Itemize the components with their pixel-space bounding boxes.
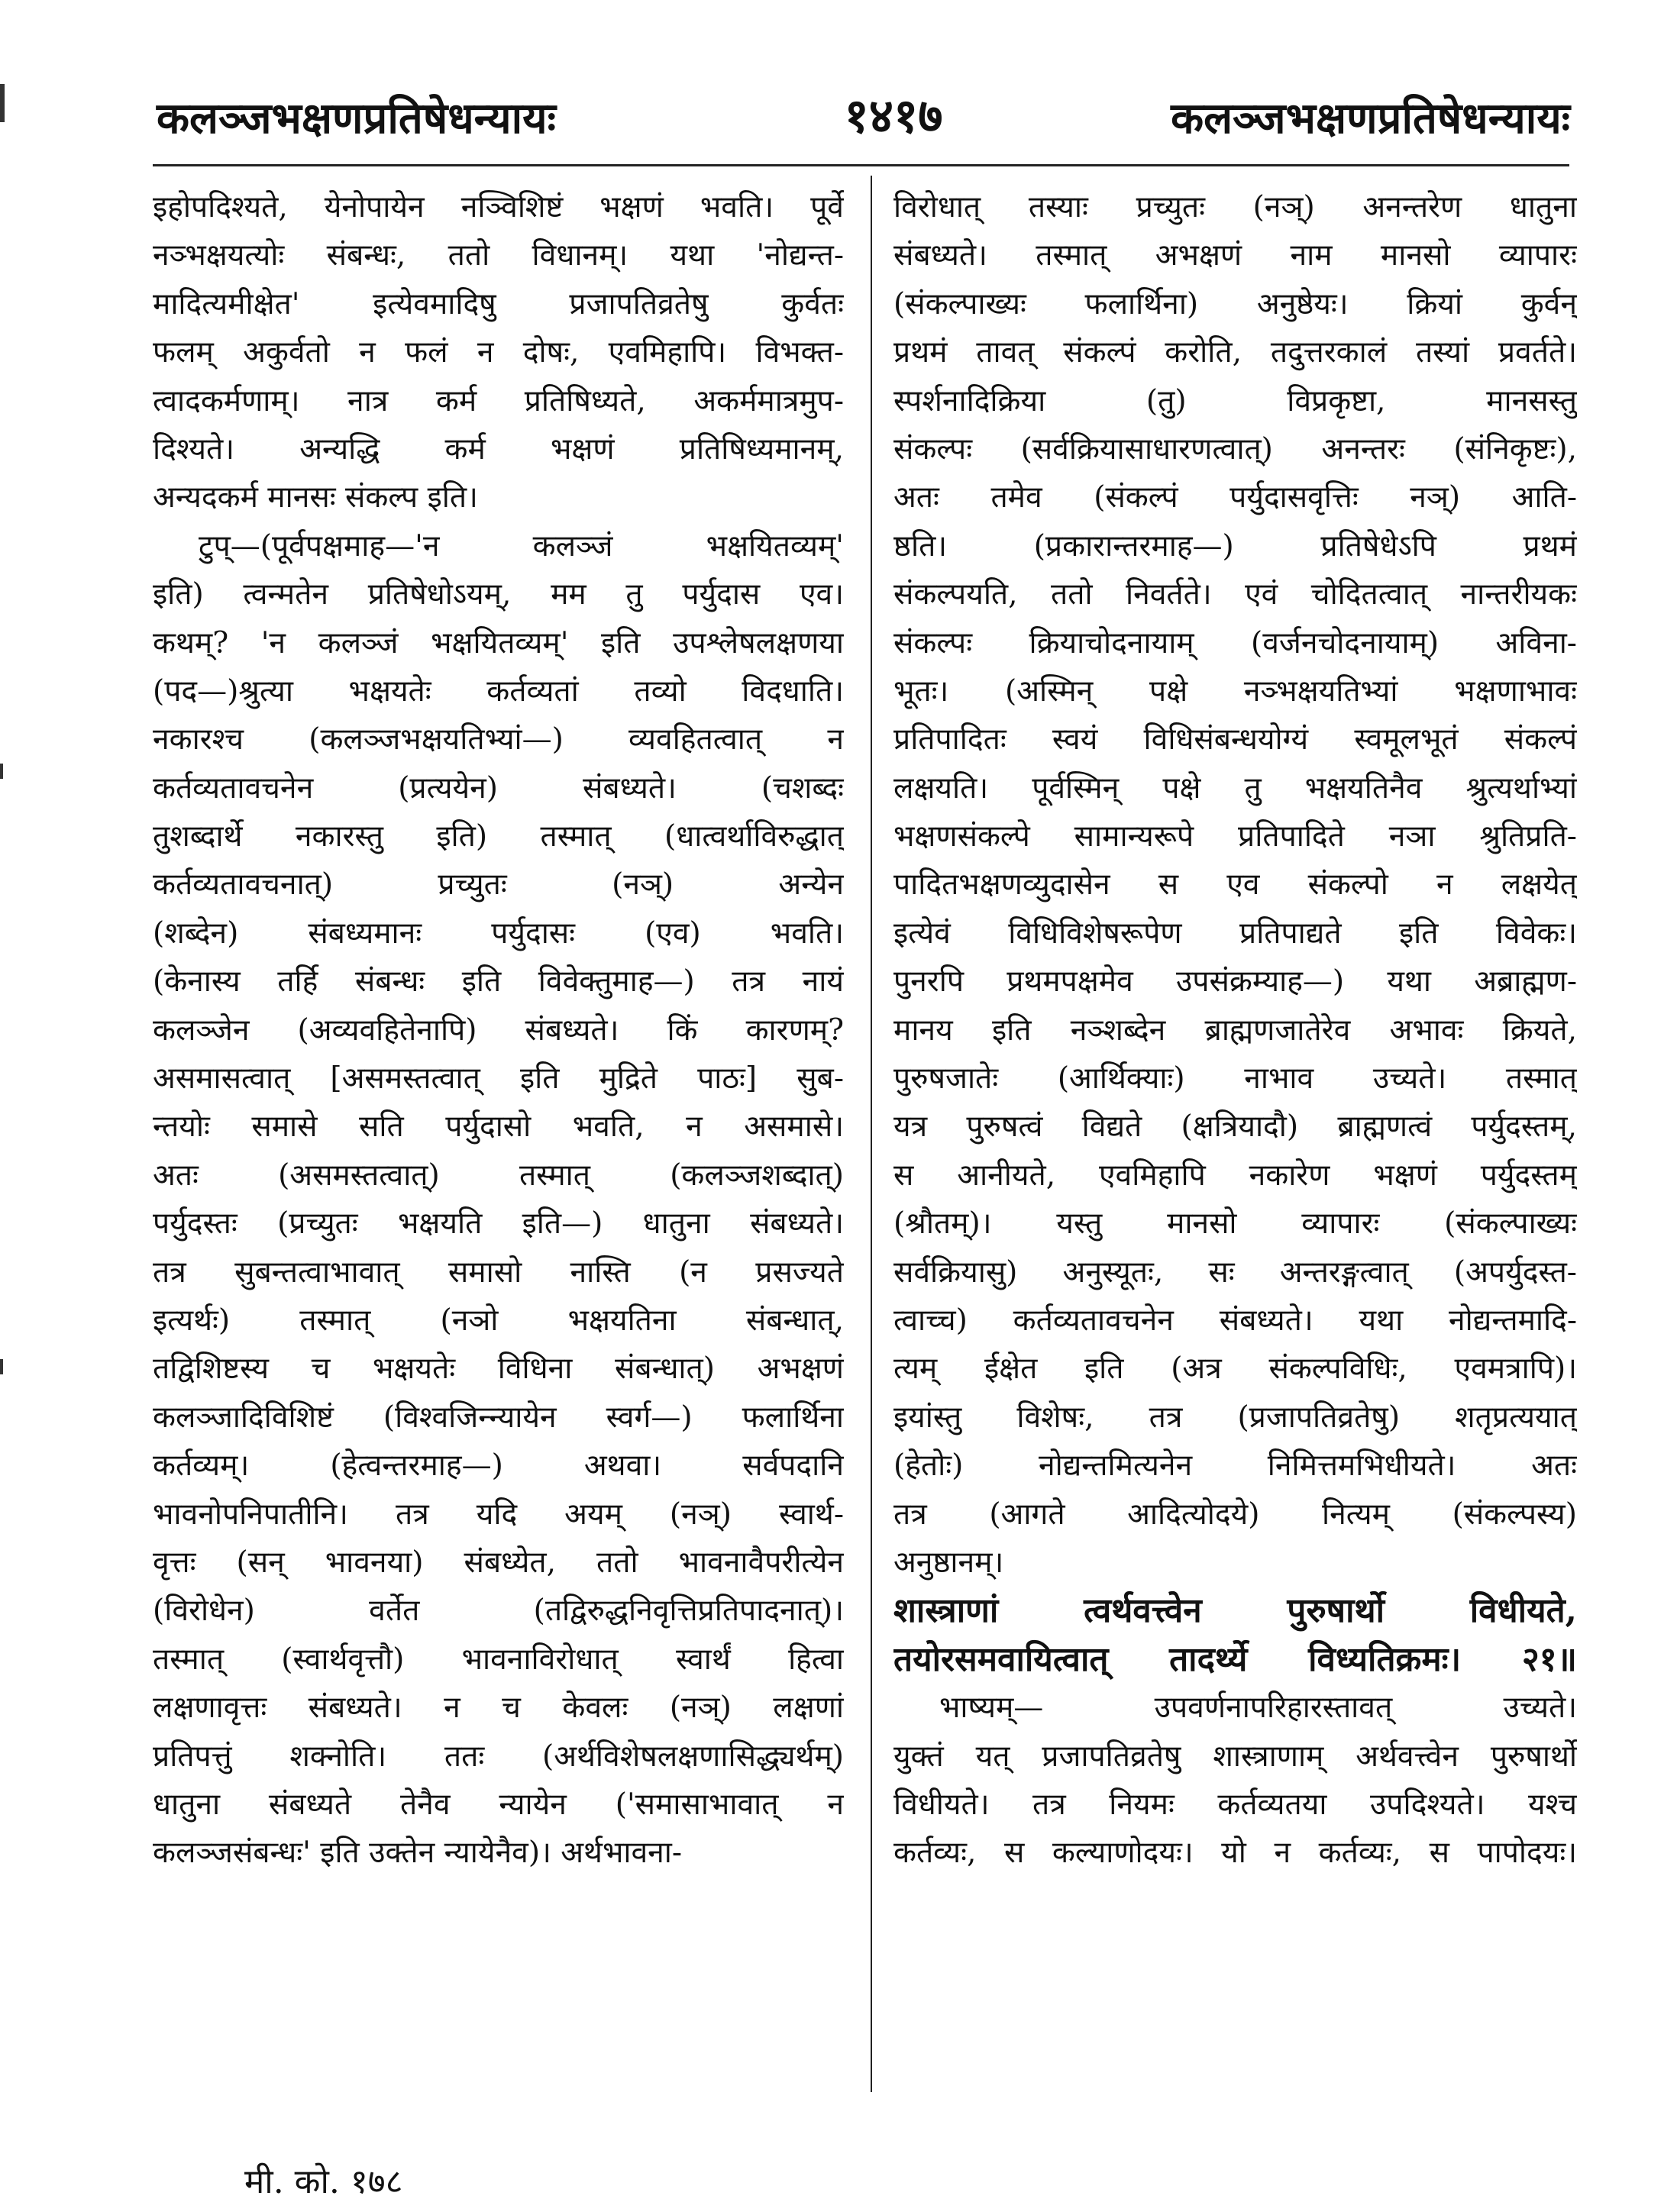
text-line: त्वादकर्मणाम्। नात्र कर्म प्रतिषिध्यते, अकर्ममात्रमुप- bbox=[153, 383, 844, 418]
text-line: संकल्पः (सर्वक्रियासाधारणत्वात्) अनन्तरः (संनिकृष्टः), bbox=[893, 431, 1577, 467]
text-line: प्रतिपादितः स्वयं विधिसंबन्धयोग्यं स्वमूलभूतं संकल्पं bbox=[893, 722, 1577, 757]
text-line: इयांस्तु विशेषः, तत्र (प्रजापतिव्रतेषु) शतृप्रत्ययात् bbox=[893, 1400, 1577, 1435]
text-line: पर्युदस्तः (प्रच्युतः भक्षयति इति—) धातुना संबध्यते। bbox=[153, 1206, 844, 1242]
text-line: (हेतोः) नोद्यन्तमित्यनेन निमित्तमभिधीयते। अतः bbox=[893, 1448, 1577, 1484]
text-line: पादितभक्षणव्युदासेन स एव संकल्पो न लक्षयेत् bbox=[893, 867, 1577, 903]
bhashya-line: विधीयते। तत्र नियमः कर्तव्यतया उपदिश्यते। यश्च bbox=[893, 1787, 1577, 1822]
sutra-line: तयोरसमवायित्वात् तादर्थ्ये विध्यतिक्रमः। २१॥ bbox=[893, 1639, 1577, 1679]
text-line: कलञ्जेन (अव्यवहितेनापि) संबध्यते। किं कारणम्? bbox=[153, 1012, 844, 1048]
bhashya-line: युक्तं यत् प्रजापतिव्रतेषु शास्त्राणाम् अर्थवत्त्वेन पुरुषार्थो bbox=[893, 1739, 1577, 1774]
text-line: (केनास्य तर्हि संबन्धः इति विवेक्तुमाह—) तत्र नायं bbox=[153, 964, 844, 999]
column-divider bbox=[871, 176, 872, 2092]
text-line: यत्र पुरुषत्वं विद्यते (क्षत्रियादौ) ब्राह्मणत्वं पर्युदस्तम्, bbox=[893, 1109, 1577, 1145]
text-line: लक्षयति। पूर्वस्मिन् पक्षे तु भक्षयतिनैव श्रुत्यर्थाभ्यां bbox=[893, 770, 1577, 806]
text-line: (विरोधेन) वर्तेत (तद्विरुद्धनिवृत्तिप्रतिपादनात्)। bbox=[153, 1594, 844, 1629]
text-line: अन्यदकर्म मानसः संकल्प इति। bbox=[153, 480, 478, 515]
right-column bbox=[893, 183, 1577, 1878]
left-column bbox=[153, 183, 844, 1878]
text-line: (पद—)श्रुत्या भक्षयतेः कर्तव्यतां तव्यो विदधाति। bbox=[153, 673, 844, 709]
text-line: इति) त्वन्मतेन प्रतिषेधोऽयम्, मम तु पर्युदास एव। bbox=[153, 577, 844, 612]
text-line: असमासत्वात् [असमस्तत्वात् इति मुद्रिते पाठः] सुब- bbox=[153, 1061, 844, 1096]
text-line: अनुष्ठानम्। bbox=[893, 1545, 1004, 1580]
running-title-right: कलञ्जभक्षणप्रतिषेधन्यायः bbox=[1171, 93, 1570, 144]
text-line: त्वाच्च) कर्तव्यतावचनेन संबध्यते। यथा नोद्यन्तमादि- bbox=[893, 1303, 1577, 1338]
text-line: भक्षणसंकल्पे सामान्यरूपे प्रतिपादिते नञा श्रुतिप्रति- bbox=[893, 819, 1577, 854]
text-line: नञ्भक्षयत्योः संबन्धः, ततो विधानम्। यथा 'नोद्यन्त- bbox=[153, 238, 844, 273]
text-line: संकल्पयति, ततो निवर्तते। एवं चोदितत्वात् नान्तरीयकः bbox=[893, 577, 1577, 612]
text-line: तुशब्दार्थे नकारस्तु इति) तस्मात् (धात्वर्थाविरुद्धात् bbox=[153, 819, 844, 854]
text-line: मानय इति नञ्शब्देन ब्राह्मणजातेरेव अभावः क्रियते, bbox=[893, 1012, 1577, 1048]
text-line: संकल्पः क्रियाचोदनायाम् (वर्जनचोदनायाम्) अविना- bbox=[893, 625, 1577, 660]
text-line: फलम् अकुर्वतो न फलं न दोषः, एवमिहापि। विभक्त- bbox=[153, 335, 844, 370]
text-line: प्रतिपत्तुं शक्नोति। ततः (अर्थविशेषलक्षणासिद्ध्यर्थम्) bbox=[153, 1739, 844, 1774]
text-line: तत्र सुबन्तत्वाभावात् समासो नास्ति (न प्रसज्यते bbox=[153, 1255, 844, 1290]
text-line: कर्तव्यतावचनात्) प्रच्युतः (नञ्) अन्येन bbox=[153, 867, 844, 903]
text-line: स्पर्शनादिक्रिया (तु) विप्रकृष्टा, मानसस्तु bbox=[893, 383, 1577, 418]
text-line: स आनीयते, एवमिहापि नकारेण भक्षणं पर्युदस्तम् bbox=[893, 1158, 1577, 1193]
text-line: इहोपदिश्यते, येनोपायेन नञ्विशिष्टं भक्षणं भवति। पूर्वे bbox=[153, 190, 844, 224]
text-line: धातुना संबध्यते तेनैव न्यायेन ('समासाभावात् न bbox=[153, 1787, 844, 1822]
bhashya-line: कर्तव्यः, स कल्याणोदयः। यो न कर्तव्यः, स पापोदयः। bbox=[893, 1836, 1577, 1871]
text-line: पुनरपि प्रथमपक्षमेव उपसंक्रम्याह—) यथा अब्राह्मण- bbox=[893, 964, 1577, 999]
text-line: अतः तमेव (संकल्पं पर्युदासवृत्तिः नञ्) आति- bbox=[893, 480, 1577, 515]
text-line: कलञ्जादिविशिष्टं (विश्वजिन्न्यायेन स्वर्ग—) फलार्थिना bbox=[153, 1400, 844, 1435]
margin-mark-3 bbox=[0, 1359, 3, 1374]
page-header bbox=[0, 0, 1677, 153]
text-line: तद्विशिष्टस्य च भक्षयतेः विधिना संबन्धात्) अभक्षणं bbox=[153, 1351, 844, 1387]
footer-signature: मी. को. १७८ bbox=[244, 2162, 403, 2201]
text-line: कर्तव्यतावचनेन (प्रत्ययेन) संबध्यते। (चशब्दः bbox=[153, 770, 844, 806]
text-line: (संकल्पाख्यः फलार्थिना) अनुष्ठेयः। क्रियां कुर्वन् bbox=[893, 286, 1577, 321]
text-line: संबध्यते। तस्मात् अभक्षणं नाम मानसो व्यापारः bbox=[893, 238, 1577, 273]
sutra-line: शास्त्राणां त्वर्थवत्त्वेन पुरुषार्थो विधीयते, bbox=[893, 1591, 1577, 1631]
text-line: कर्तव्यम्। (हेत्वन्तरमाह—) अथवा। सर्वपदानि bbox=[153, 1448, 844, 1484]
text-line: वृत्तः (सन् भावनया) संबध्येत, ततो भावनावैपरीत्येन bbox=[153, 1545, 844, 1580]
text-line: तस्मात् (स्वार्थवृत्तौ) भावनाविरोधात् स्वार्थं हित्वा bbox=[153, 1642, 844, 1677]
page-number: १४१७ bbox=[844, 88, 943, 144]
header-rule bbox=[153, 164, 1569, 166]
text-line: विरोधात् तस्याः प्रच्युतः (नञ्) अनन्तरेण धातुना bbox=[893, 190, 1577, 224]
text-line: भूतः। (अस्मिन् पक्षे नञ्भक्षयतिभ्यां भक्षणाभावः bbox=[893, 673, 1577, 709]
text-line: कथम्? 'न कलञ्जं भक्षयितव्यम्' इति उपश्लेषलक्षणया bbox=[153, 625, 844, 660]
bhashya-line: भाष्यम्— उपवर्णनापरिहारस्तावत् उच्यते। bbox=[939, 1690, 1577, 1726]
text-line: मादित्यमीक्षेत' इत्येवमादिषु प्रजापतिव्रतेषु कुर्वतः bbox=[153, 286, 844, 321]
text-line: त्यम् ईक्षेत इति (अत्र संकल्पविधिः, एवमत्रापि)। bbox=[893, 1351, 1577, 1387]
margin-mark-2 bbox=[0, 764, 3, 779]
text-line: प्रथमं तावत् संकल्पं करोति, तदुत्तरकालं तस्यां प्रवर्तते। bbox=[893, 335, 1577, 370]
text-line: सर्वक्रियासु) अनुस्यूतः, सः अन्तरङ्गत्वात् (अपर्युदस्त- bbox=[893, 1255, 1577, 1290]
text-line: पुरुषजातेः (आर्थिक्याः) नाभाव उच्यते। तस्मात् bbox=[893, 1061, 1577, 1096]
text-line: दिश्यते। अन्यद्धि कर्म भक्षणं प्रतिषिध्यमानम्, bbox=[153, 431, 844, 467]
text-line: तत्र (आगते आदित्योदये) नित्यम् (संकल्पस्य) bbox=[893, 1497, 1577, 1532]
running-title-left: कलञ्जभक्षणप्रतिषेधन्यायः bbox=[157, 93, 556, 144]
text-line: इत्यर्थः) तस्मात् (नञो भक्षयतिना संबन्धात्, bbox=[153, 1303, 844, 1338]
text-line: ष्ठति। (प्रकारान्तरमाह—) प्रतिषेधेऽपि प्रथमं bbox=[893, 528, 1577, 563]
text-line: (शब्देन) संबध्यमानः पर्युदासः (एव) भवति। bbox=[153, 915, 844, 951]
text-line: (श्रौतम्)। यस्तु मानसो व्यापारः (संकल्पाख्यः bbox=[893, 1206, 1577, 1242]
text-line: टुप्—(पूर्वपक्षमाह—'न कलञ्जं भक्षयितव्यम्' bbox=[199, 528, 844, 563]
text-line: इत्येवं विधिविशेषरूपेण प्रतिपाद्यते इति विवेकः। bbox=[893, 915, 1577, 951]
text-line: नकारश्च (कलञ्जभक्षयतिभ्यां—) व्यवहितत्वात् न bbox=[153, 722, 844, 757]
text-line: अतः (असमस्तत्वात्) तस्मात् (कलञ्जशब्दात्) bbox=[153, 1158, 844, 1193]
text-line: लक्षणावृत्तः संबध्यते। न च केवलः (नञ्) लक्षणां bbox=[153, 1690, 844, 1726]
text-line: कलञ्जसंबन्धः' इति उक्तेन न्यायेनैव)। अर्थभावना- bbox=[153, 1836, 683, 1871]
text-line: न्तयोः समासे सति पर्युदासो भवति, न असमासे। bbox=[153, 1109, 844, 1145]
text-line: भावनोपनिपातीनि। तत्र यदि अयम् (नञ्) स्वार्थ- bbox=[153, 1497, 844, 1532]
